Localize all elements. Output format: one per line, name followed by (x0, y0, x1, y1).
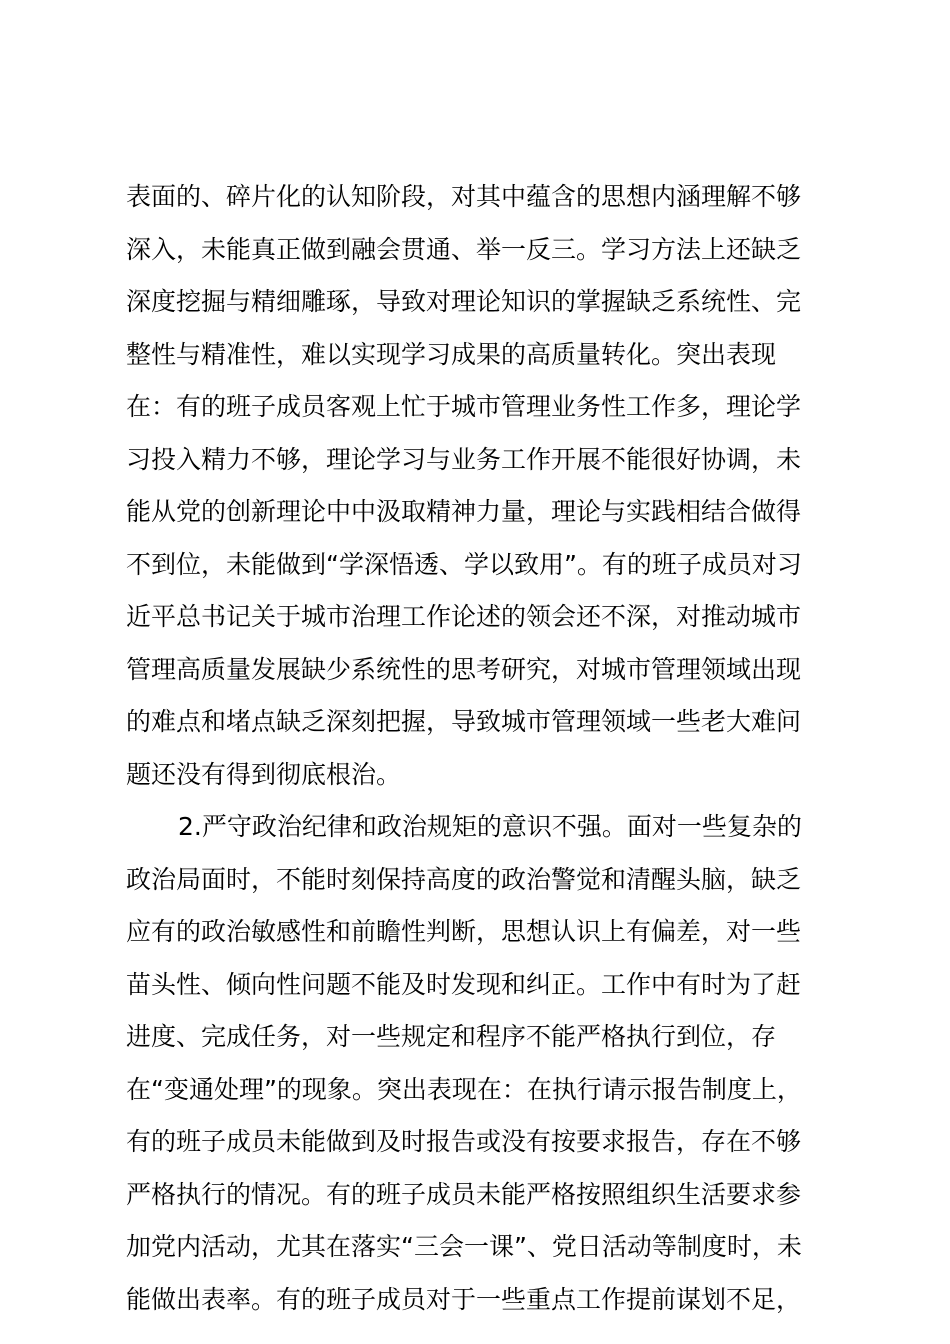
section-heading-line: 2.严守政治纪律和政治规矩的意识不强。面对一些复杂的 (178, 812, 802, 841)
text-line: 能从党的创新理论中中汲取精神力量，理论与实践相结合做得 (126, 497, 802, 526)
text-line: 整性与精准性，难以实现学习成果的高质量转化。突出表现 (126, 339, 777, 369)
text-line: 不到位，未能做到“学深悟透、学以致用”。有的班子成员对习 (126, 549, 802, 579)
text-line: 的难点和堵点缺乏深刻把握，导致城市管理领域一些老大难问 (126, 707, 802, 736)
text-line: 苗头性、倾向性问题不能及时发现和纠正。工作中有时为了赶 (126, 969, 802, 999)
text-line: 应有的政治敏感性和前瞻性判断，思想认识上有偏差，对一些 (126, 917, 802, 946)
text-line: 在：有的班子成员客观上忙于城市管理业务性工作多，理论学 (126, 392, 802, 421)
body-text (126, 171, 826, 1326)
text-line: 习投入精力不够，理论学习与业务工作开展不能很好协调，未 (126, 444, 802, 474)
text-line: 政治局面时，不能时刻保持高度的政治警觉和清醒头脑，缺乏 (126, 864, 802, 894)
text-line: 有的班子成员未能做到及时报告或没有按要求报告，存在不够 (126, 1127, 802, 1156)
text-line: 深度挖掘与精细雕琢，导致对理论知识的掌握缺乏系统性、完 (126, 287, 802, 316)
text-line: 加党内活动，尤其在落实“三会一课”、党日活动等制度时，未 (126, 1232, 802, 1261)
text-line: 严格执行的情况。有的班子成员未能严格按照组织生活要求参 (126, 1179, 802, 1209)
text-line: 管理高质量发展缺少系统性的思考研究，对城市管理领域出现 (126, 654, 802, 684)
text-line: 进度、完成任务，对一些规定和程序不能严格执行到位，存 (126, 1022, 777, 1051)
text-line: 深入，未能真正做到融会贯通、举一反三。学习方法上还缺乏 (126, 234, 802, 264)
text-line: 近平总书记关于城市治理工作论述的领会还不深，对推动城市 (126, 602, 802, 631)
text-line: 表面的、碎片化的认知阶段，对其中蕴含的思想内涵理解不够 (126, 182, 802, 211)
text-line: 在“变通处理”的现象。突出表现在：在执行请示报告制度上， (126, 1074, 802, 1104)
text-line: 题还没有得到彻底根治。 (126, 759, 402, 789)
text-line: 能做出表率。有的班子成员对于一些重点工作提前谋划不足， (126, 1284, 802, 1314)
